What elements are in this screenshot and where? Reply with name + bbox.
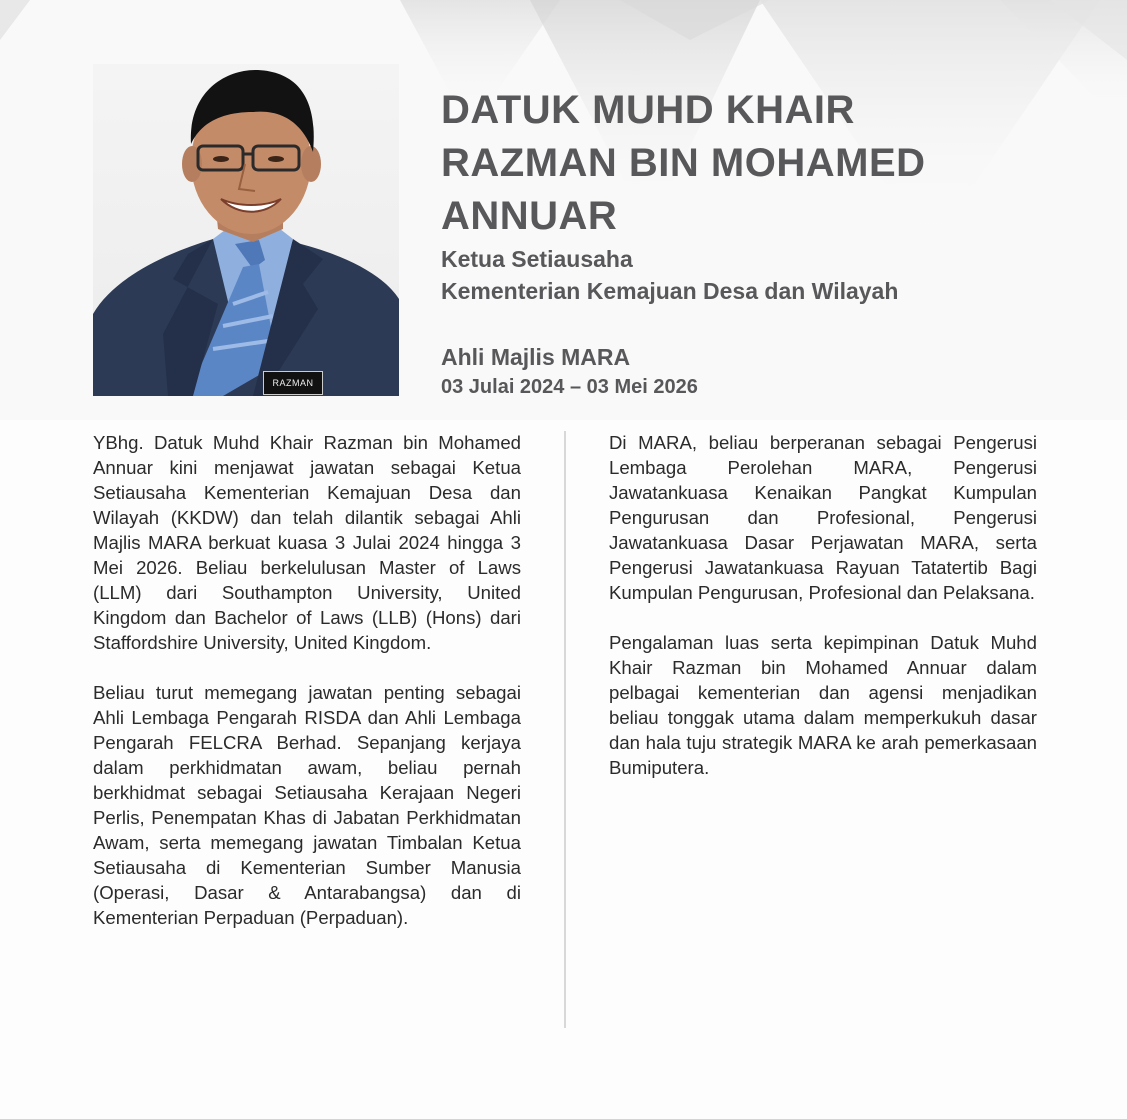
profile-name: [441, 84, 1081, 243]
bio-column-right: [609, 430, 1037, 805]
name-line: RAZMAN BIN MOHAMED: [441, 141, 926, 185]
bio-paragraph: YBhg. Datuk Muhd Khair Razman bin Mohamed Annuar kini menjawat jawatan sebagai Ketua Setiausaha Kementerian Kemajuan Desa dan Wilayah (KKDW) dan telah dilantik sebagai Ahli Majlis MARA berkuat kuasa 3 Julai 2024 hingga 3 Mei 2026. Beliau berkelulusan Master of Laws (LLM) dari Southampton University, United Kingdom dan Bachelor of Laws (LLB) (Hons) dari Staffordshire University, United Kingdom.: [93, 432, 521, 653]
bio-paragraph: Pengalaman luas serta kepimpinan Datuk Muhd Khair Razman bin Mohamed Annuar dalam pelbagai kementerian dan agensi menjadikan beliau tonggak utama dalam memperkukuh dasar dan hala tuju strategik MARA ke arah pemerkasaan Bumiputera.: [609, 632, 1037, 778]
column-divider: [564, 431, 566, 1028]
term-dates: 03 Julai 2024 – 03 Mei 2026: [441, 376, 698, 398]
name-line: ANNUAR: [441, 194, 618, 238]
ministry-name: Kementerian Kemajuan Desa dan Wilayah: [441, 278, 899, 304]
eye: [268, 156, 284, 162]
name-line: DATUK MUHD KHAIR: [441, 88, 855, 132]
council-role: Ahli Majlis MARA: [441, 344, 631, 370]
bio-column-left: [93, 430, 521, 955]
position-title: Ketua Setiausaha: [441, 246, 633, 272]
portrait-photo: [93, 64, 399, 396]
bio-paragraph: Di MARA, beliau berperanan sebagai Pengerusi Lembaga Perolehan MARA, Pengerusi Jawatankuasa Kenaikan Pangkat Kumpulan Pengurusan dan Profesional, Pengerusi Jawatankuasa Dasar Perjawatan MARA, serta Pengerusi Jawatankuasa Rayuan Tatatertib Bagi Kumpulan Pengurusan, Profesional dan Pelaksana.: [609, 432, 1037, 603]
ear: [301, 146, 321, 182]
name-tag: RAZMAN: [263, 371, 323, 395]
profile-header: [441, 84, 1081, 401]
eye: [213, 156, 229, 162]
bio-paragraph: Beliau turut memegang jawatan penting sebagai Ahli Lembaga Pengarah RISDA dan Ahli Lembaga Pengarah FELCRA Berhad. Sepanjang kerjaya dalam perkhidmatan awam, beliau pernah berkhidmat sebagai Setiausaha Kerajaan Negeri Perlis, Penempatan Khas di Jabatan Perkhidmatan Awam, serta memegang jawatan Timbalan Ketua Setiausaha di Kementerian Sumber Manusia (Operasi, Dasar & Antarabangsa) dan di Kementerian Perpaduan (Perpaduan).: [93, 682, 521, 928]
portrait-illustration: [93, 64, 399, 396]
